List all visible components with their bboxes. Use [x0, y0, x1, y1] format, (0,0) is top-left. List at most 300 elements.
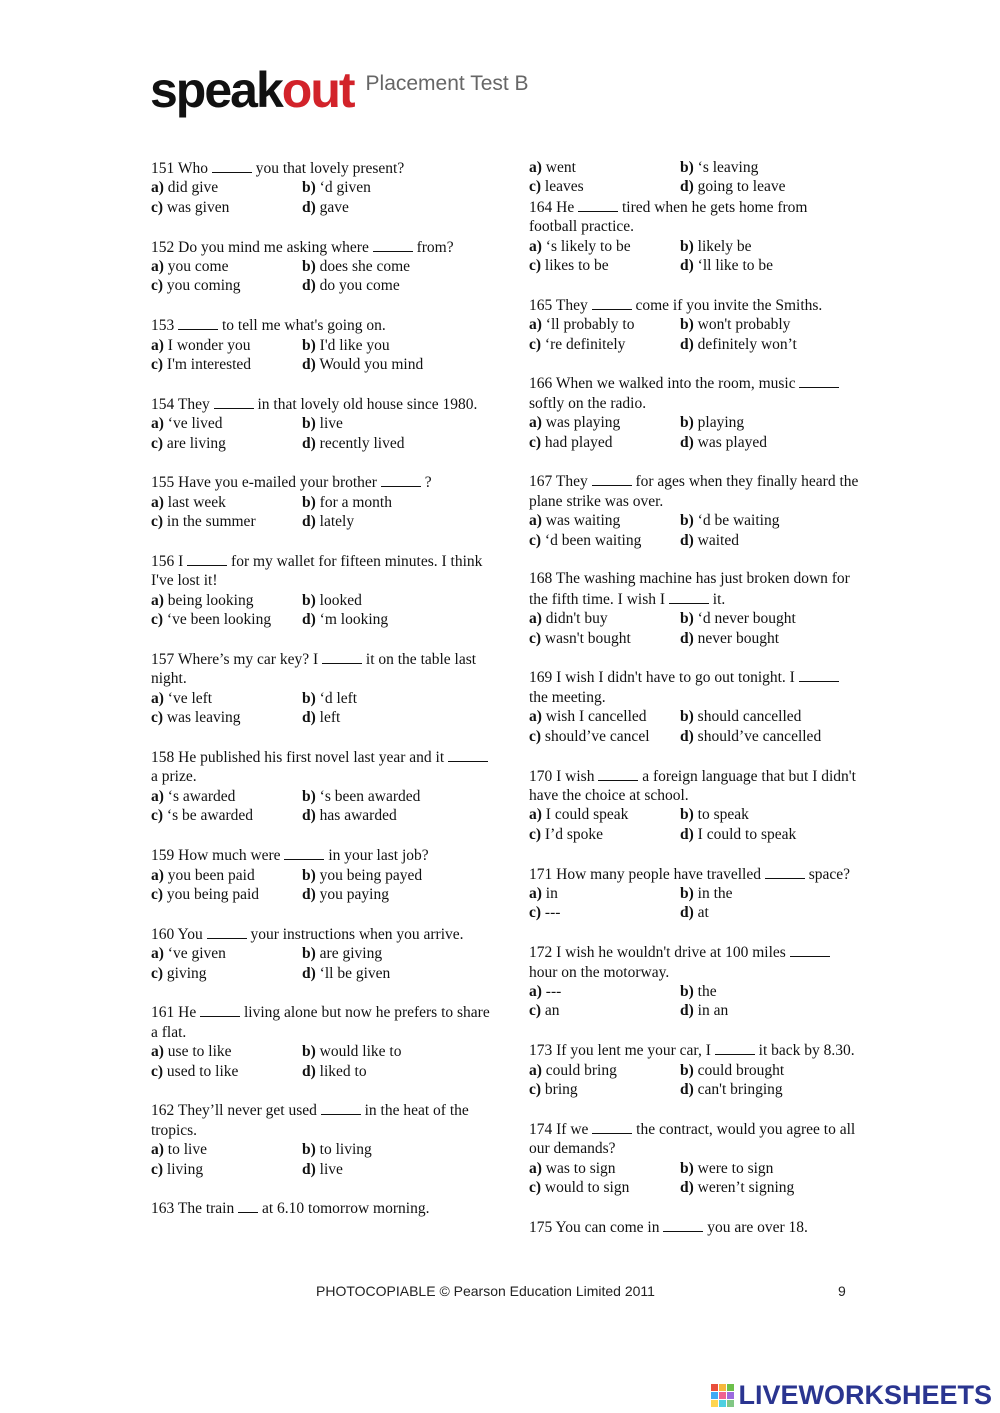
- answer-option[interactable]: [529, 727, 680, 746]
- option-row: [529, 707, 859, 726]
- stem-text: 164 He: [529, 198, 579, 216]
- question-stem: [151, 1198, 491, 1218]
- option-row: [151, 336, 491, 355]
- option-text: I wonder you: [167, 336, 251, 354]
- answer-option[interactable]: [151, 689, 302, 708]
- option-row: [151, 610, 491, 629]
- option-text: liked to: [319, 1062, 367, 1080]
- answer-option[interactable]: [529, 158, 680, 177]
- answer-option[interactable]: [529, 1061, 680, 1080]
- answer-option[interactable]: [680, 1080, 831, 1099]
- answer-option[interactable]: [680, 413, 831, 432]
- answer-option[interactable]: [302, 257, 453, 276]
- option-letter: a): [151, 1043, 164, 1061]
- option-text: you come: [167, 258, 229, 276]
- answer-option[interactable]: [529, 707, 680, 726]
- answer-option[interactable]: [529, 609, 680, 628]
- option-row: [151, 1160, 491, 1179]
- answer-option[interactable]: [302, 591, 453, 610]
- question-item: [529, 158, 859, 197]
- answer-blank[interactable]: [799, 373, 839, 388]
- answer-option[interactable]: [680, 256, 831, 275]
- option-text: lately: [319, 513, 355, 531]
- option-letter: d): [302, 434, 316, 452]
- option-text: ‘d left: [319, 689, 358, 707]
- option-letter: d): [680, 825, 694, 843]
- answer-option[interactable]: [680, 511, 831, 530]
- option-row: [529, 982, 859, 1001]
- answer-option[interactable]: [529, 335, 680, 354]
- option-text: ‘ll probably to: [545, 316, 635, 334]
- question-item: [529, 1040, 859, 1099]
- answer-blank[interactable]: [790, 942, 830, 957]
- answer-option[interactable]: [302, 276, 453, 295]
- right-question-column: [529, 158, 859, 1257]
- answer-blank[interactable]: [669, 589, 709, 604]
- logo-block: [727, 1384, 734, 1391]
- option-letter: d): [680, 904, 694, 922]
- answer-blank[interactable]: [381, 472, 421, 487]
- option-letter: c): [151, 1062, 164, 1080]
- answer-option[interactable]: [529, 1178, 680, 1197]
- answer-option[interactable]: [302, 787, 453, 806]
- option-text: ‘s been awarded: [319, 787, 421, 805]
- stem-text: in your last job?: [324, 847, 429, 865]
- stem-text: the contract, would you agree to all our demands?: [529, 1120, 856, 1158]
- option-row: [151, 355, 491, 374]
- answer-option[interactable]: [151, 336, 302, 355]
- answer-option[interactable]: [680, 903, 831, 922]
- stem-text: 175 You can come in: [529, 1218, 664, 1236]
- option-letter: d): [302, 1160, 316, 1178]
- answer-option[interactable]: [680, 335, 831, 354]
- question-item: [151, 315, 491, 374]
- answer-blank[interactable]: [448, 747, 488, 762]
- answer-option[interactable]: [529, 1001, 680, 1020]
- answer-blank[interactable]: [373, 237, 413, 252]
- option-letter: c): [529, 335, 542, 353]
- option-letter: a): [151, 415, 164, 433]
- answer-option[interactable]: [302, 355, 453, 374]
- answer-option[interactable]: [680, 1001, 831, 1020]
- answer-option[interactable]: [151, 787, 302, 806]
- stem-text: it on the table last night.: [151, 651, 477, 688]
- option-letter: a): [151, 866, 164, 884]
- answer-option[interactable]: [680, 158, 831, 177]
- answer-option[interactable]: [302, 964, 453, 983]
- question-stem: [529, 295, 859, 315]
- answer-option[interactable]: [529, 805, 680, 824]
- answer-option[interactable]: [680, 982, 831, 1001]
- answer-option[interactable]: [680, 609, 831, 628]
- option-letter: a): [151, 787, 164, 805]
- option-text: ‘ve given: [167, 945, 226, 963]
- page-number: 9: [838, 1283, 846, 1299]
- answer-blank[interactable]: [187, 551, 227, 566]
- answer-option[interactable]: [302, 198, 453, 217]
- option-row: [151, 708, 491, 727]
- answer-option[interactable]: [151, 610, 302, 629]
- answer-option[interactable]: [302, 512, 453, 531]
- question-stem: [529, 942, 859, 982]
- answer-option[interactable]: [529, 511, 680, 530]
- question-stem: [529, 1217, 859, 1237]
- left-question-column: [151, 158, 491, 1238]
- option-letter: b): [680, 610, 694, 628]
- option-letter: a): [529, 1159, 542, 1177]
- option-row: [529, 433, 859, 452]
- stem-text: from?: [412, 238, 454, 256]
- answer-option[interactable]: [680, 177, 831, 196]
- option-letter: b): [680, 982, 694, 1000]
- option-text: you coming: [166, 277, 241, 295]
- answer-blank[interactable]: [765, 864, 805, 879]
- copyright-notice: PHOTOCOPIABLE © Pearson Education Limited 2011: [316, 1283, 655, 1299]
- question-stem: [529, 667, 859, 707]
- answer-option[interactable]: [680, 1159, 831, 1178]
- answer-option[interactable]: [151, 806, 302, 825]
- option-text: going to leave: [697, 178, 786, 196]
- answer-option[interactable]: [151, 866, 302, 885]
- option-text: the: [697, 982, 717, 1000]
- option-text: being looking: [167, 591, 254, 609]
- answer-option[interactable]: [151, 355, 302, 374]
- answer-option[interactable]: [529, 1159, 680, 1178]
- answer-option[interactable]: [151, 964, 302, 983]
- answer-option[interactable]: [302, 178, 453, 197]
- answer-option[interactable]: [680, 884, 831, 903]
- answer-blank[interactable]: [321, 1100, 361, 1115]
- option-text: at: [697, 904, 709, 922]
- answer-blank[interactable]: [238, 1198, 258, 1213]
- answer-option[interactable]: [529, 1080, 680, 1099]
- answer-option[interactable]: [680, 237, 831, 256]
- answer-option[interactable]: [151, 1062, 302, 1081]
- option-letter: c): [151, 807, 164, 825]
- option-letter: b): [302, 787, 316, 805]
- answer-blank[interactable]: [207, 924, 247, 939]
- answer-option[interactable]: [680, 727, 831, 746]
- answer-option[interactable]: [680, 805, 831, 824]
- question-stem: [151, 472, 491, 492]
- option-text: leaves: [544, 178, 584, 196]
- answer-option[interactable]: [151, 1160, 302, 1179]
- answer-blank[interactable]: [715, 1040, 755, 1055]
- option-text: gave: [319, 198, 349, 216]
- answer-option[interactable]: [151, 1042, 302, 1061]
- option-text: ‘s be awarded: [166, 807, 253, 825]
- answer-option[interactable]: [302, 866, 453, 885]
- answer-option[interactable]: [529, 982, 680, 1001]
- stem-text: softly on the radio.: [529, 394, 647, 412]
- option-letter: a): [151, 258, 164, 276]
- question-stem: [151, 551, 491, 591]
- answer-option[interactable]: [529, 884, 680, 903]
- answer-option[interactable]: [151, 1140, 302, 1159]
- stem-text: 174 If we: [529, 1120, 593, 1138]
- question-stem: [151, 649, 491, 689]
- option-text: never bought: [697, 629, 780, 647]
- question-item: [151, 472, 491, 531]
- option-row: [529, 629, 859, 648]
- option-text: can't bringing: [697, 1080, 783, 1098]
- stem-text: 155 Have you e-mailed your brother: [151, 474, 381, 492]
- option-text: could bring: [545, 1061, 617, 1079]
- answer-blank[interactable]: [663, 1217, 703, 1232]
- answer-option[interactable]: [529, 825, 680, 844]
- answer-blank[interactable]: [178, 315, 218, 330]
- answer-blank[interactable]: [322, 649, 362, 664]
- option-text: in the: [697, 884, 733, 902]
- answer-option[interactable]: [529, 413, 680, 432]
- question-item: [529, 1119, 859, 1198]
- option-row: [529, 511, 859, 530]
- option-letter: c): [529, 629, 542, 647]
- stem-text: 163 The train: [151, 1200, 239, 1218]
- option-letter: d): [680, 629, 694, 647]
- option-letter: c): [151, 885, 164, 903]
- question-item: [151, 551, 491, 630]
- question-item: [529, 864, 859, 923]
- answer-option[interactable]: [302, 1042, 453, 1061]
- option-letter: a): [529, 159, 542, 176]
- answer-blank[interactable]: [598, 766, 638, 781]
- option-text: I could speak: [545, 806, 629, 824]
- stem-text: 171 How many people have travelled: [529, 865, 765, 883]
- option-row: [151, 1062, 491, 1081]
- option-row: [151, 806, 491, 825]
- option-row: [151, 689, 491, 708]
- question-stem: [151, 924, 491, 944]
- option-text: to speak: [697, 806, 749, 824]
- answer-option[interactable]: [151, 434, 302, 453]
- answer-option[interactable]: [302, 414, 453, 433]
- option-text: was waiting: [545, 512, 621, 530]
- answer-option[interactable]: [529, 903, 680, 922]
- answer-option[interactable]: [151, 414, 302, 433]
- option-letter: d): [302, 709, 316, 727]
- option-letter: a): [529, 237, 542, 255]
- stem-text: your instructions when you arrive.: [246, 925, 464, 943]
- answer-option[interactable]: [151, 885, 302, 904]
- answer-blank[interactable]: [592, 471, 632, 486]
- logo-block: [719, 1392, 726, 1399]
- option-row: [151, 414, 491, 433]
- answer-option[interactable]: [680, 707, 831, 726]
- answer-option[interactable]: [302, 493, 453, 512]
- option-text: used to like: [166, 1062, 239, 1080]
- option-text: ‘d never bought: [697, 610, 796, 628]
- option-letter: d): [680, 1002, 694, 1020]
- option-letter: d): [302, 611, 316, 629]
- stem-text: 162 They’ll never get used: [151, 1102, 321, 1120]
- question-item: [529, 1217, 859, 1237]
- option-letter: a): [529, 512, 542, 530]
- option-text: was leaving: [166, 709, 241, 727]
- answer-option[interactable]: [151, 708, 302, 727]
- option-row: [529, 903, 859, 922]
- answer-option[interactable]: [680, 629, 831, 648]
- answer-option[interactable]: [302, 708, 453, 727]
- option-letter: a): [529, 1061, 542, 1079]
- answer-option[interactable]: [529, 237, 680, 256]
- question-item: [529, 942, 859, 1021]
- option-letter: b): [302, 1141, 316, 1159]
- answer-blank[interactable]: [799, 667, 839, 682]
- option-text: left: [319, 709, 341, 727]
- stem-text: 154 They: [151, 395, 214, 413]
- stem-text: 157 Where’s my car key? I: [151, 651, 323, 669]
- answer-option[interactable]: [680, 1178, 831, 1197]
- question-item: [151, 158, 491, 217]
- option-row: [151, 198, 491, 217]
- option-text: should’ve cancel: [544, 727, 650, 745]
- answer-option[interactable]: [302, 610, 453, 629]
- answer-option[interactable]: [302, 1160, 453, 1179]
- option-row: [529, 727, 859, 746]
- answer-option[interactable]: [151, 512, 302, 531]
- option-letter: c): [529, 904, 542, 922]
- answer-option[interactable]: [151, 178, 302, 197]
- option-text: ‘d been waiting: [544, 531, 642, 549]
- answer-blank[interactable]: [284, 845, 324, 860]
- option-text: did give: [167, 179, 219, 197]
- answer-option[interactable]: [302, 944, 453, 963]
- answer-option[interactable]: [302, 1062, 453, 1081]
- liveworksheets-logo-icon: [711, 1384, 734, 1407]
- option-letter: b): [680, 806, 694, 824]
- option-letter: d): [302, 885, 316, 903]
- logo-block: [711, 1392, 718, 1399]
- answer-option[interactable]: [151, 591, 302, 610]
- question-item: [529, 197, 859, 276]
- answer-option[interactable]: [680, 531, 831, 550]
- answer-blank[interactable]: [212, 158, 252, 173]
- option-letter: a): [529, 610, 542, 628]
- option-text: do you come: [319, 277, 400, 295]
- answer-blank[interactable]: [592, 1119, 632, 1134]
- answer-option[interactable]: [529, 177, 680, 196]
- option-text: to live: [167, 1141, 207, 1159]
- answer-option[interactable]: [680, 315, 831, 334]
- answer-option[interactable]: [151, 944, 302, 963]
- option-letter: c): [151, 964, 164, 982]
- option-letter: c): [151, 611, 164, 629]
- option-text: wish I cancelled: [545, 708, 647, 726]
- option-letter: c): [529, 178, 542, 196]
- question-item: [529, 471, 859, 550]
- stem-text: 172 I wish he wouldn't drive at 100 miles: [529, 944, 790, 962]
- stem-text: 160 You: [151, 925, 207, 943]
- question-stem: [151, 747, 491, 787]
- option-text: are living: [166, 434, 226, 452]
- question-item: [151, 649, 491, 728]
- question-stem: [151, 394, 491, 414]
- option-text: ‘ll like to be: [697, 257, 773, 275]
- answer-blank[interactable]: [214, 394, 254, 409]
- question-item: [151, 1100, 491, 1179]
- option-row: [151, 493, 491, 512]
- answer-option[interactable]: [529, 433, 680, 452]
- stem-text: ?: [420, 474, 432, 492]
- option-text: had played: [544, 433, 613, 451]
- option-text: has awarded: [319, 807, 397, 825]
- option-text: ---: [545, 982, 562, 1000]
- answer-option[interactable]: [302, 885, 453, 904]
- option-letter: d): [680, 178, 694, 196]
- option-letter: b): [680, 237, 694, 255]
- answer-option[interactable]: [529, 315, 680, 334]
- option-text: ‘ll be given: [319, 964, 391, 982]
- answer-option[interactable]: [151, 257, 302, 276]
- option-letter: d): [302, 513, 316, 531]
- stem-text: to tell me what's going on.: [218, 317, 386, 335]
- option-letter: c): [529, 825, 542, 843]
- answer-option[interactable]: [302, 336, 453, 355]
- option-row: [151, 964, 491, 983]
- option-text: wasn't bought: [544, 629, 631, 647]
- option-row: [151, 787, 491, 806]
- stem-text: hour on the motorway.: [529, 963, 670, 981]
- option-row: [151, 885, 491, 904]
- stem-text: for my wallet for fifteen minutes. I think I've lost it!: [151, 553, 483, 590]
- stem-text: 158 He published his first novel last year and it: [151, 749, 449, 767]
- answer-blank[interactable]: [200, 1002, 240, 1017]
- answer-blank[interactable]: [578, 197, 618, 212]
- question-stem: [529, 864, 859, 884]
- option-text: I could to speak: [697, 825, 797, 843]
- option-letter: b): [302, 866, 316, 884]
- answer-option[interactable]: [529, 629, 680, 648]
- option-letter: b): [302, 591, 316, 609]
- option-row: [529, 237, 859, 256]
- option-row: [529, 1178, 859, 1197]
- option-letter: a): [529, 982, 542, 1000]
- stem-text: at 6.10 tomorrow morning.: [258, 1200, 430, 1218]
- answer-option[interactable]: [680, 825, 831, 844]
- answer-option[interactable]: [151, 198, 302, 217]
- option-letter: a): [529, 884, 542, 902]
- option-letter: b): [680, 1159, 694, 1177]
- option-letter: b): [302, 945, 316, 963]
- option-row: [151, 944, 491, 963]
- question-item: [151, 845, 491, 904]
- speakout-logo: speakout: [150, 62, 354, 118]
- option-letter: b): [302, 258, 316, 276]
- option-text: an: [544, 1002, 560, 1020]
- option-row: [529, 1080, 859, 1099]
- answer-option[interactable]: [151, 276, 302, 295]
- answer-option[interactable]: [151, 493, 302, 512]
- answer-option[interactable]: [529, 531, 680, 550]
- option-letter: b): [302, 689, 316, 707]
- answer-option[interactable]: [302, 806, 453, 825]
- stem-text: 153: [151, 317, 179, 335]
- stem-text: it.: [708, 590, 726, 608]
- answer-option[interactable]: [529, 256, 680, 275]
- answer-option[interactable]: [680, 1061, 831, 1080]
- option-letter: d): [302, 807, 316, 825]
- answer-option[interactable]: [302, 434, 453, 453]
- answer-blank[interactable]: [592, 295, 632, 310]
- answer-option[interactable]: [680, 433, 831, 452]
- logo-block: [719, 1400, 726, 1407]
- answer-option[interactable]: [302, 1140, 453, 1159]
- option-row: [529, 825, 859, 844]
- option-letter: c): [151, 356, 164, 374]
- answer-option[interactable]: [302, 689, 453, 708]
- option-text: I’d spoke: [544, 825, 604, 843]
